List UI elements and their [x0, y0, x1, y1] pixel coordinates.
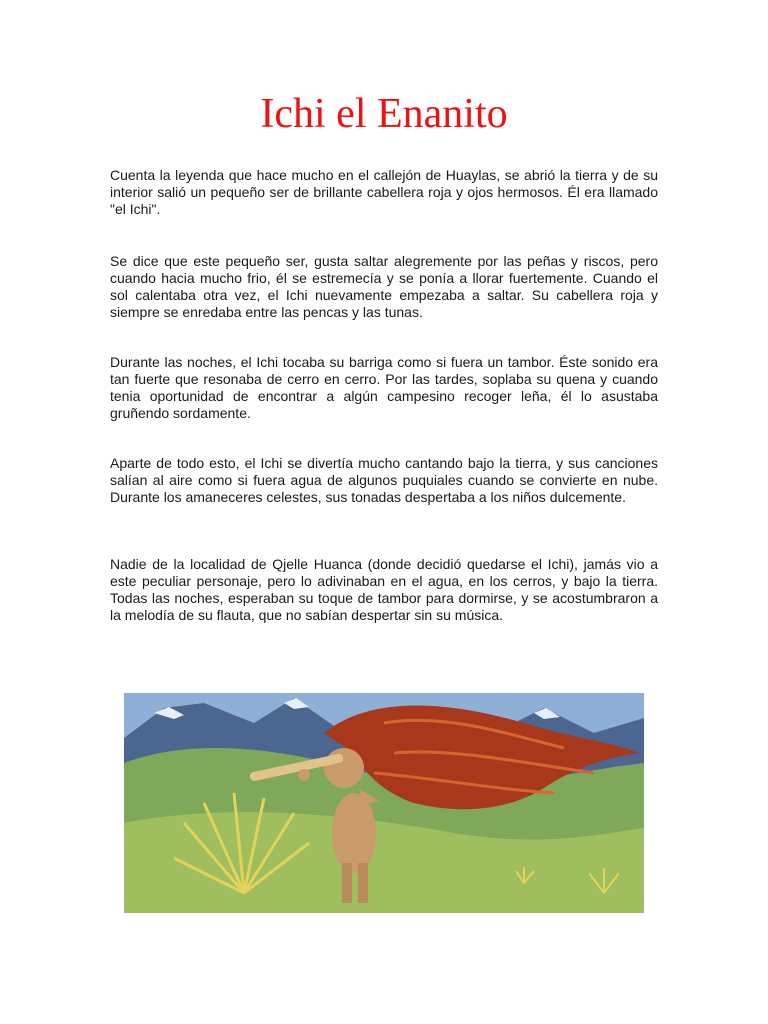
ichi-illustration-image [124, 693, 644, 913]
ichi-illustration [124, 693, 644, 913]
ichi-leg [358, 863, 368, 903]
paragraph-5: Nadie de la localidad de Qjelle Huanca (donde decidió quedarse el Ichi), jamás vio a este peculiar personaje, pero lo adivinaban en el agua, en los cerros, y bajo la tierra. Todas las noches, esperaban su toque de tambor para dormirse, y se acostumbraron a la melodía de su flauta, que no sabían despertar sin su música. [110, 556, 658, 623]
ichi-hand [298, 769, 310, 781]
paragraph-1: Cuenta la leyenda que hace mucho en el callejón de Huaylas, se abrió la tierra y de su interior salió un pequeño ser de brillante cabellera roja y ojos hermosos. Él era llamado "el Ichi". [110, 167, 658, 217]
ichi-head [324, 748, 364, 788]
paragraph-4: Aparte de todo esto, el Ichi se divertía mucho cantando bajo la tierra, y sus canciones salían al aire como si fuera agua de algunos puquiales cuando se convierte en nube. Durante los amaneceres celestes, sus tonadas despertaba a los niños dulcemente. [110, 455, 658, 505]
ichi-body [332, 793, 376, 873]
paragraph-3: Durante las noches, el Ichi tocaba su barriga como si fuera un tambor. Éste sonido era tan fuerte que resonaba de cerro en cerro. Por las tardes, soplaba su quena y cuando tenia oportunidad de encontrar a algún campesino recoger leña, él lo asustaba gruñendo sordamente. [110, 354, 658, 421]
paragraph-2: Se dice que este pequeño ser, gusta saltar alegremente por las peñas y riscos, pero cuando hacia mucho frio, él se estremecía y se ponía a llorar fuertemente. Cuando el sol calentaba otra vez, el Ichi nuevamente empezaba a saltar. Su cabellera roja y siempre se enredaba entre las pencas y las tunas. [110, 253, 658, 320]
document-title: Ichi el Enanito [260, 91, 508, 137]
ichi-leg [342, 863, 352, 903]
